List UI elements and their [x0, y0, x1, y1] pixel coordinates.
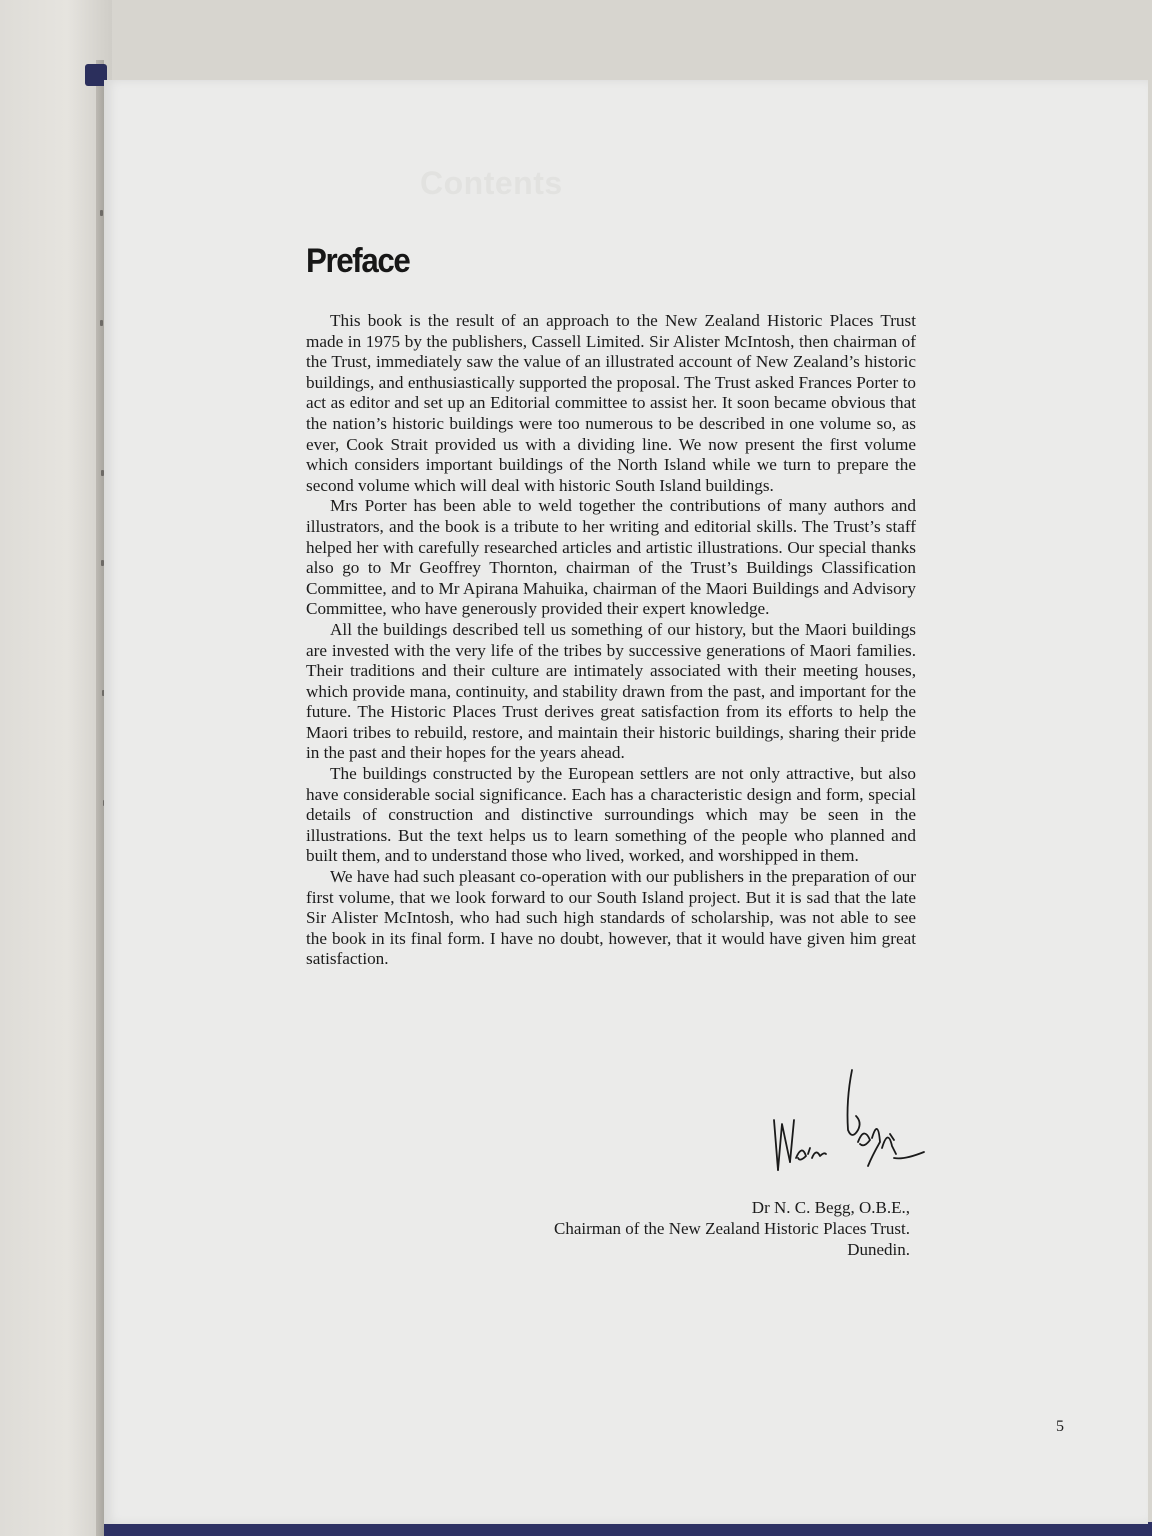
paragraph: This book is the result of an approach to the New Zealand Historic Places Trust made in 1975 by the publishers, Cassell Limited. Sir Alister McIntosh, then chairman of the Trust, immediately saw the value of an illustrated account of New Zealand’s historic buildings, and enthusiastically supported the proposal. The Trust asked Frances Porter to act as editor and set up an Editorial committee to assist her. It soon became obvious that the nation’s historic buildings were too numerous to be described in one volume so, as ever, Cook Strait provided us with a dividing line. We now present the first volume which considers important buildings of the North Island while we turn to prepare the second volume which will deal with historic South Island buildings.: [306, 311, 916, 495]
book-cover-edge: [104, 1522, 1152, 1536]
binding-stitch: [100, 210, 103, 216]
page-title: Preface: [306, 242, 410, 280]
signoff-place: Dunedin.: [847, 1240, 910, 1259]
page-fore-edge: [96, 60, 104, 1536]
page-number: 5: [1056, 1418, 1064, 1435]
paragraph: All the buildings described tell us something of our history, but the Maori buildings are invested with the very life of the tribes by successive generations of Maori families. Their traditions and their culture are intimately associated with their meeting houses, which provide mana, continuity, and stability drawn from the past, and important for the future. The Historic Places Trust derives great satisfaction from its efforts to help the Maori tribes to rebuild, restore, and maintain their historic buildings, sharing their pride in the past and their hopes for the years ahead.: [306, 619, 916, 763]
paragraph: The buildings constructed by the European settlers are not only attractive, but also have considerable social significance. Each has a characteristic design and form, special details of construction and distinctive surroundings which may be seen in the illustrations. But the text helps us to learn something of the people who planned and built them, and to understand those who lived, worked, and worshipped in them.: [306, 764, 916, 866]
paragraph: Mrs Porter has been able to weld together the contributions of many authors and illustrators, and the book is a tribute to her writing and editorial skills. The Trust’s staff helped her with carefully researched articles and artistic illustrations. Our special thanks also go to Mr Geoffrey Thornton, chairman of the Trust’s Buildings Classification Committee, and to Mr Apirana Mahuika, chairman of the Maori Buildings and Advisory Committee, who have generously provided their expert knowledge.: [306, 496, 916, 619]
signoff-block: [554, 1197, 910, 1260]
binding-stitch: [100, 320, 103, 326]
show-through-heading: Contents: [420, 165, 563, 201]
handwritten-signature: [760, 1062, 930, 1182]
signoff-name: Dr N. C. Begg, O.B.E.,: [751, 1198, 910, 1217]
paragraph: We have had such pleasant co-operation with our publishers in the preparation of our first volume, that we look forward to our South Island project. But it is sad that the late Sir Alister McIntosh, who had such high standards of scholarship, was not able to see the book in its final form. I have no doubt, however, that it would have given him great satisfaction.: [306, 867, 916, 969]
preface-body: [306, 311, 916, 970]
signoff-role: Chairman of the New Zealand Historic Places Trust.: [554, 1219, 910, 1238]
